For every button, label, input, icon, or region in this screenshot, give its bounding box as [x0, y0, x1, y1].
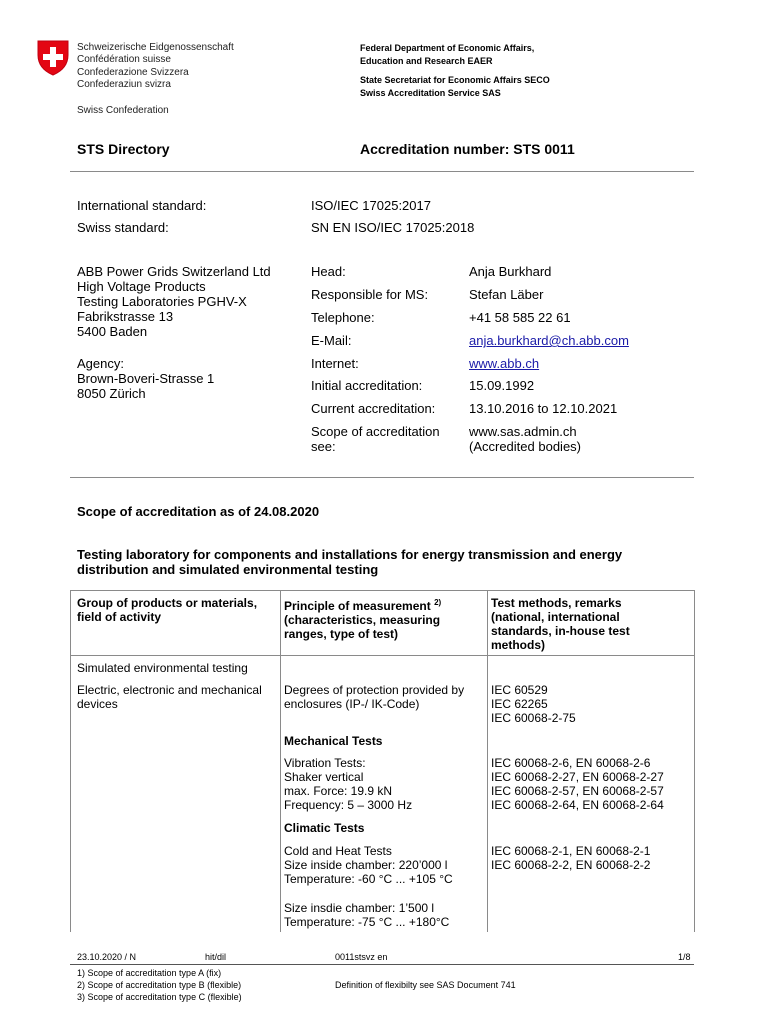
initial-accreditation-label: Initial accreditation: — [311, 378, 423, 393]
cell-text: devices — [77, 697, 118, 711]
table-border — [280, 590, 281, 932]
email-label: E-Mail: — [311, 333, 352, 348]
swiss-standard-value: SN EN ISO/IEC 17025:2018 — [311, 220, 475, 235]
cell-text: enclosures (IP-/ IK-Code) — [284, 697, 420, 711]
department-block — [360, 42, 550, 100]
header-text: Group of products or materials, — [77, 596, 258, 610]
climatic-tests-title: Climatic Tests — [284, 821, 365, 835]
simulated-testing-cell: Simulated environmental testing — [77, 661, 248, 675]
header-text: standards, in-house test — [491, 624, 630, 638]
laboratory-address — [77, 264, 271, 339]
header-text: ranges, type of test) — [284, 627, 399, 641]
header-text: (characteristics, measuring — [284, 613, 441, 627]
footer-doc: 0011stsvz en — [335, 952, 388, 962]
table-border — [70, 655, 695, 656]
header-text: methods) — [491, 638, 545, 652]
cell-text: Degrees of protection provided by — [284, 683, 465, 697]
cell-text: Size inside chamber: 220’000 l — [284, 858, 448, 872]
footer-date: 23.10.2020 / N — [77, 952, 137, 962]
devices-cell — [77, 683, 262, 711]
cell-text: Size insdie chamber: 1’500 l — [284, 901, 435, 915]
internet-link[interactable]: www.abb.ch — [469, 356, 540, 371]
cell-text: Cold and Heat Tests — [284, 844, 392, 858]
cell-text: IEC 60068-2-75 — [491, 711, 576, 725]
lab-title-line: distribution and simulated environmental testing — [77, 562, 379, 577]
confederation-line: Confédération suisse — [77, 54, 171, 66]
protection-cell — [284, 683, 464, 711]
current-accreditation-value: 13.10.2016 to 12.10.2021 — [469, 401, 618, 416]
cell-text: max. Force: 19.9 kN — [284, 784, 393, 798]
lab-title — [77, 547, 622, 577]
table-header-principle — [284, 596, 441, 641]
department-line: State Secretariat for Economic Affairs SECO — [360, 75, 550, 85]
cell-text: IEC 60068-2-64, EN 60068-2-64 — [491, 798, 664, 812]
mechanical-methods-cell — [491, 756, 664, 812]
address-line: Testing Laboratories PGHV-X — [77, 294, 247, 309]
confederation-line: Confederazione Svizzera — [77, 66, 189, 78]
mechanical-tests-title: Mechanical Tests — [284, 734, 383, 748]
scope-see-value-line: www.sas.admin.ch — [469, 424, 577, 439]
department-line: Education and Research EAER — [360, 56, 493, 66]
scope-see-label — [311, 424, 440, 454]
header-text: field of activity — [77, 610, 162, 624]
swiss-coat-of-arms-icon — [37, 40, 69, 76]
scope-see-value — [469, 424, 581, 454]
scope-see-value-line: (Accredited bodies) — [469, 439, 581, 454]
address-line: High Voltage Products — [77, 279, 206, 294]
cell-text: Electric, electronic and mechanical — [77, 683, 262, 697]
agency-address — [77, 356, 214, 401]
cell-text: IEC 60068-2-6, EN 60068-2-6 — [491, 756, 651, 770]
protection-methods-cell — [491, 683, 576, 725]
cell-text: Vibration Tests: — [284, 756, 366, 770]
agency-line: 8050 Zürich — [77, 386, 146, 401]
intl-standard-value: ISO/IEC 17025:2017 — [311, 198, 431, 213]
footnote: 3) Scope of accreditation type C (flexible) — [77, 992, 242, 1002]
responsible-label: Responsible for MS: — [311, 287, 429, 302]
cell-text: Shaker vertical — [284, 770, 364, 784]
agency-label: Agency: — [77, 356, 124, 371]
lab-title-line: Testing laboratory for components and installations for energy transmission and energy — [77, 547, 623, 562]
footnote: 1) Scope of accreditation type A (fix) — [77, 968, 222, 978]
header-text: Test methods, remarks — [491, 596, 622, 610]
climatic-tests-cell — [284, 844, 453, 886]
confederation-names — [77, 42, 234, 91]
table-border — [694, 590, 695, 932]
climatic-tests-cell — [284, 901, 449, 929]
department-line: Swiss Accreditation Service SAS — [360, 88, 501, 98]
scope-table — [70, 590, 695, 932]
scope-see-label-line: Scope of accreditation — [311, 424, 440, 439]
scope-title: Scope of accreditation as of 24.08.2020 — [77, 504, 320, 519]
intl-standard-label: International standard: — [77, 198, 207, 213]
email-link[interactable]: anja.burkhard@ch.abb.com — [469, 333, 629, 348]
mechanical-tests-cell — [284, 756, 412, 812]
confederation-line: Confederaziun svizra — [77, 78, 171, 90]
cell-text: Frequency: 5 – 3000 Hz — [284, 798, 413, 812]
telephone-value: +41 58 585 22 61 — [469, 310, 571, 325]
current-accreditation-label: Current accreditation: — [311, 401, 436, 416]
cell-text: IEC 60068-2-2, EN 60068-2-2 — [491, 858, 651, 872]
footer-page: 1/8 — [678, 952, 691, 962]
divider — [70, 477, 694, 478]
telephone-label: Telephone: — [311, 310, 375, 325]
cell-text: Temperature: -60 °C ... +105 °C — [284, 872, 453, 886]
initial-accreditation-value: 15.09.1992 — [469, 378, 535, 393]
confederation-line: Schweizerische Eidgenossenschaft — [77, 42, 234, 53]
table-header-group — [77, 596, 257, 624]
internet-label: Internet: — [311, 356, 359, 371]
divider — [70, 171, 694, 172]
head-label: Head: — [311, 264, 346, 279]
agency-line: Brown-Boveri-Strasse 1 — [77, 371, 215, 386]
address-line: ABB Power Grids Switzerland Ltd — [77, 264, 271, 279]
department-line: Federal Department of Economic Affairs, — [360, 43, 535, 53]
cell-text: IEC 60068-2-57, EN 60068-2-57 — [491, 784, 664, 798]
header-text: (national, international — [491, 610, 620, 624]
address-line: 5400 Baden — [77, 324, 148, 339]
swiss-confederation-label: Swiss Confederation — [77, 105, 169, 116]
table-border — [70, 590, 695, 591]
cell-text: IEC 62265 — [491, 697, 548, 711]
footer-divider — [70, 964, 694, 965]
accreditation-number: Accreditation number: STS 0011 — [360, 141, 575, 157]
table-border — [70, 590, 71, 932]
cell-text: Temperature: -75 °C ... +180°C — [284, 915, 450, 929]
table-header-methods — [491, 596, 630, 652]
cell-text: IEC 60529 — [491, 683, 548, 697]
responsible-value: Stefan Läber — [469, 287, 544, 302]
climatic-methods-cell — [491, 844, 650, 872]
head-value: Anja Burkhard — [469, 264, 552, 279]
table-border — [487, 590, 488, 932]
footer-initials: hit/dil — [205, 952, 227, 962]
scope-see-label-line: see: — [311, 439, 336, 454]
cell-text: IEC 60068-2-27, EN 60068-2-27 — [491, 770, 664, 784]
address-line: Fabrikstrasse 13 — [77, 309, 174, 324]
header-text: Principle of measurement $^{2)}$ — [284, 598, 442, 613]
cell-text: IEC 60068-2-1, EN 60068-2-1 — [491, 844, 651, 858]
footer-definition: Definition of flexibilty see SAS Document 741 — [335, 980, 516, 990]
footnote: 2) Scope of accreditation type B (flexible) — [77, 980, 242, 990]
swiss-standard-label: Swiss standard: — [77, 220, 169, 235]
directory-title: STS Directory — [77, 141, 170, 157]
